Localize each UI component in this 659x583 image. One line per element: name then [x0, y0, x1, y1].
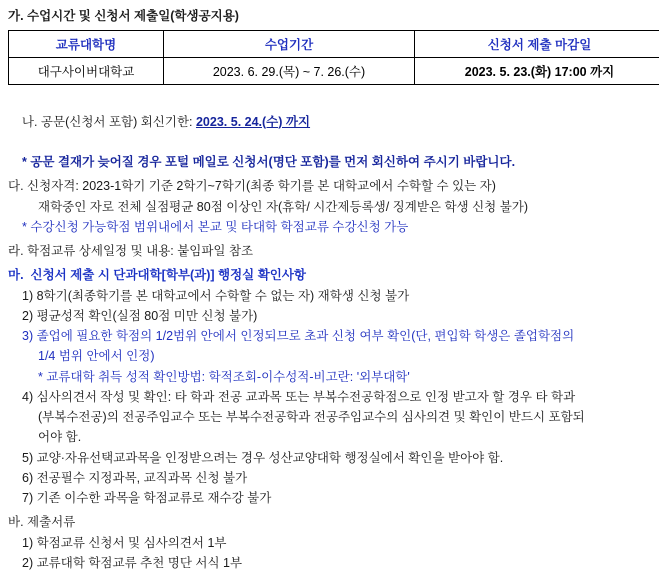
- section-e-item-3: 3) 졸업에 필요한 학점의 1/2범위 안에서 인정되므로 초과 신청 여부 확인(단, 편입학 학생은 졸업학점의: [22, 329, 575, 343]
- section-e-item-2: 2) 평균성적 확인(실점 80점 미만 신청 불가): [22, 308, 258, 323]
- table-row: [9, 58, 659, 85]
- section-e-item-4-cont1: (부복수전공)의 전공주임교수 또는 부복수전공학과 전공주임교수의 심사의견 및 확인이 반드시 포함되: [38, 410, 585, 424]
- section-e-item-7: 7) 기존 이수한 과목을 학점교류로 재수강 불가: [22, 491, 272, 505]
- section-b-prefix: 나. 공문(신청서 포함) 회신기한:: [21, 114, 196, 129]
- cell-period: 2023. 6. 29.(목) ~ 7. 26.(수): [164, 58, 415, 85]
- section-c-line2: 재학중인 자로 전체 실점평균 80점 이상인 자(휴학/ 시간제등록생/ 징계받은 학생 신청 불가): [38, 199, 529, 214]
- section-e-item-6: 6) 전공필수 지정과목, 교직과목 신청 불가: [22, 470, 248, 485]
- section-c-note: * 수강신청 가능학점 범위내에서 본교 및 타대학 학점교류 수강신청 가능: [22, 219, 409, 234]
- column-header-university: 교류대학명: [9, 31, 164, 58]
- schedule-table-head: [9, 31, 659, 58]
- section-e-item-4: 4) 심사의견서 작성 및 확인: 타 학과 전공 교과목 또는 부복수전공학점으로 인정 받고자 할 경우 타 학과: [22, 389, 576, 404]
- section-f-item-2: 2) 교류대학 학점교류 추천 명단 서식 1부: [22, 555, 243, 570]
- table-header-row: [9, 31, 659, 58]
- column-header-period: 수업기간: [164, 31, 415, 58]
- section-e-heading: 마. 신청서 제출 시 단과대학[학부(과)] 행정실 확인사항: [8, 268, 307, 283]
- section-f-item-1: 1) 학점교류 신청서 및 심사의견서 1부: [22, 535, 227, 550]
- section-b-deadline: 2023. 5. 24.(수) 까지: [195, 114, 311, 129]
- cell-deadline: 2023. 5. 23.(화) 17:00 까지: [415, 58, 659, 85]
- section-f-heading: 바. 제출서류: [8, 515, 76, 530]
- cell-university: 대구사이버대학교: [9, 58, 164, 85]
- schedule-table: [8, 30, 659, 85]
- schedule-table-body: [9, 58, 659, 85]
- section-e-item-4-cont2: 어야 함.: [38, 430, 82, 445]
- section-d-line1: 라. 학점교류 상세일정 및 내용: 붙임파일 참조: [8, 244, 254, 258]
- section-a-heading: 가. 수업시간 및 신청서 제출일(학생공지용): [8, 9, 239, 23]
- section-b-line: [8, 91, 651, 152]
- section-e-item-3-note: * 교류대학 취득 성적 확인방법: 학적조회-이수성적-비고란: '외부대학': [38, 369, 410, 384]
- section-b-note: * 공문 결재가 늦어질 경우 포털 메일로 신청서(명단 포함)를 먼저 회신하여 주시기 바랍니다.: [22, 155, 516, 169]
- section-e-item-1: 1) 8학기(최종학기를 본 대학교에서 수학할 수 없는 자) 재학생 신청 불가: [22, 288, 410, 303]
- column-header-deadline: 신청서 제출 마감일: [415, 31, 659, 58]
- section-c-line1: 다. 신청자격: 2023-1학기 기준 2학기~7학기(최종 학기를 본 대학교에서 수학할 수 있는 자): [8, 179, 496, 194]
- section-e-item-5: 5) 교양·자유선택교과목을 인정받으려는 경우 성산교양대학 행정실에서 확인을 받아야 함.: [22, 450, 504, 465]
- section-e-item-3-cont: 1/4 범위 안에서 인정): [38, 349, 155, 364]
